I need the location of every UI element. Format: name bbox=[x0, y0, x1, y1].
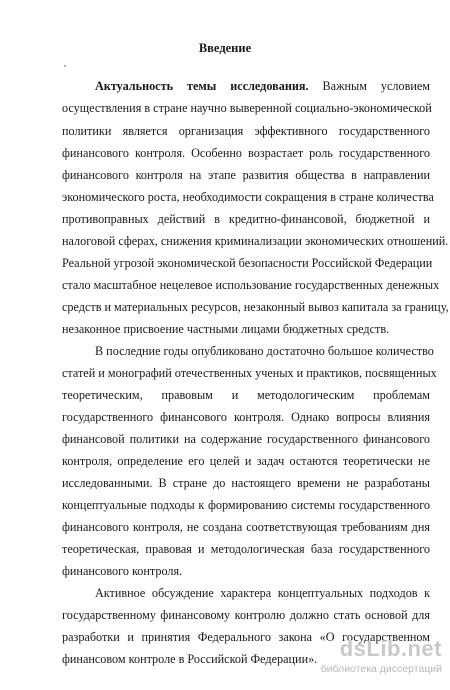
paragraph-line: государственного финансового контроля. Однако вопросы влияния bbox=[62, 410, 430, 424]
paragraph-line: исследованными. В стране до настоящего времени не разработаны bbox=[62, 476, 430, 490]
paragraph-line: теоретическим, правовым и методологическим проблемам bbox=[62, 388, 430, 402]
paragraph-line: финансового контроля, не создана соответствующая требованиям дня bbox=[62, 520, 430, 534]
paragraph-line: экономического роста, необходимости сокращения в стране количества bbox=[62, 190, 434, 204]
paragraph-line: государственному финансовому контролю должно стать основой для bbox=[62, 608, 430, 622]
paragraph-line: стало масштабное нецелевое использование государственных денежных bbox=[62, 278, 440, 292]
paragraph-line: концептуальные подходы к формированию системы государственного bbox=[62, 498, 430, 512]
paragraph-line: средств и материальных ресурсов, незаконный вывоз капитала за границу, bbox=[62, 300, 449, 314]
paragraph-line: финансовой политики на содержание государственного финансового bbox=[62, 432, 430, 446]
lead-bold-text: Актуальность темы исследования. bbox=[95, 79, 309, 93]
paragraph-line: теоретическая, правовая и методологическая база государственного bbox=[62, 542, 430, 556]
scan-speck bbox=[64, 65, 66, 67]
paragraph-line: разработки и принятия Федерального закона «О государственном bbox=[62, 630, 430, 644]
paragraph-line: политики является организация эффективного государственного bbox=[62, 124, 430, 138]
line-text: Важным условием bbox=[308, 79, 430, 93]
paragraph-line: финансового контроля. Особенно возрастает роль государственного bbox=[62, 146, 430, 160]
paragraph-line: финансового контроля. bbox=[62, 564, 183, 578]
paragraph-line: незаконное присвоение частными лицами бюджетных средств. bbox=[62, 322, 390, 336]
paragraph-line: статей и монографий отечественных ученых и практиков, посвященных bbox=[62, 366, 437, 380]
paragraph-line: налоговой сферах, снижения криминализации экономических отношений. bbox=[62, 234, 449, 248]
paragraph-line: Реальной угрозой экономической безопасности Российской Федерации bbox=[62, 256, 433, 270]
paragraph-line: осуществления в стране научно выверенной социально-экономической bbox=[62, 101, 432, 115]
paragraph-line: финансового контроля на этапе развития общества в направлении bbox=[62, 168, 430, 182]
watermark-subtitle: библиотека диссертаций bbox=[320, 663, 442, 675]
watermark-logo: dsLib.net bbox=[339, 636, 442, 661]
paragraph-line: контроля, определение его целей и задач остаются теоретически не bbox=[62, 454, 430, 468]
paragraph-line: противоправных действий в кредитно-финансовой, бюджетной и bbox=[62, 212, 430, 226]
section-heading: Введение bbox=[198, 41, 252, 55]
paragraph-line bbox=[95, 79, 430, 94]
paragraph-line: финансовом контроле в Российской Федерации». bbox=[62, 652, 318, 666]
watermark bbox=[314, 636, 442, 686]
paragraph-line: Активное обсуждение характера концептуальных подходов к bbox=[95, 586, 430, 600]
paragraph-line: В последние годы опубликовано достаточно большое количество bbox=[95, 344, 434, 358]
